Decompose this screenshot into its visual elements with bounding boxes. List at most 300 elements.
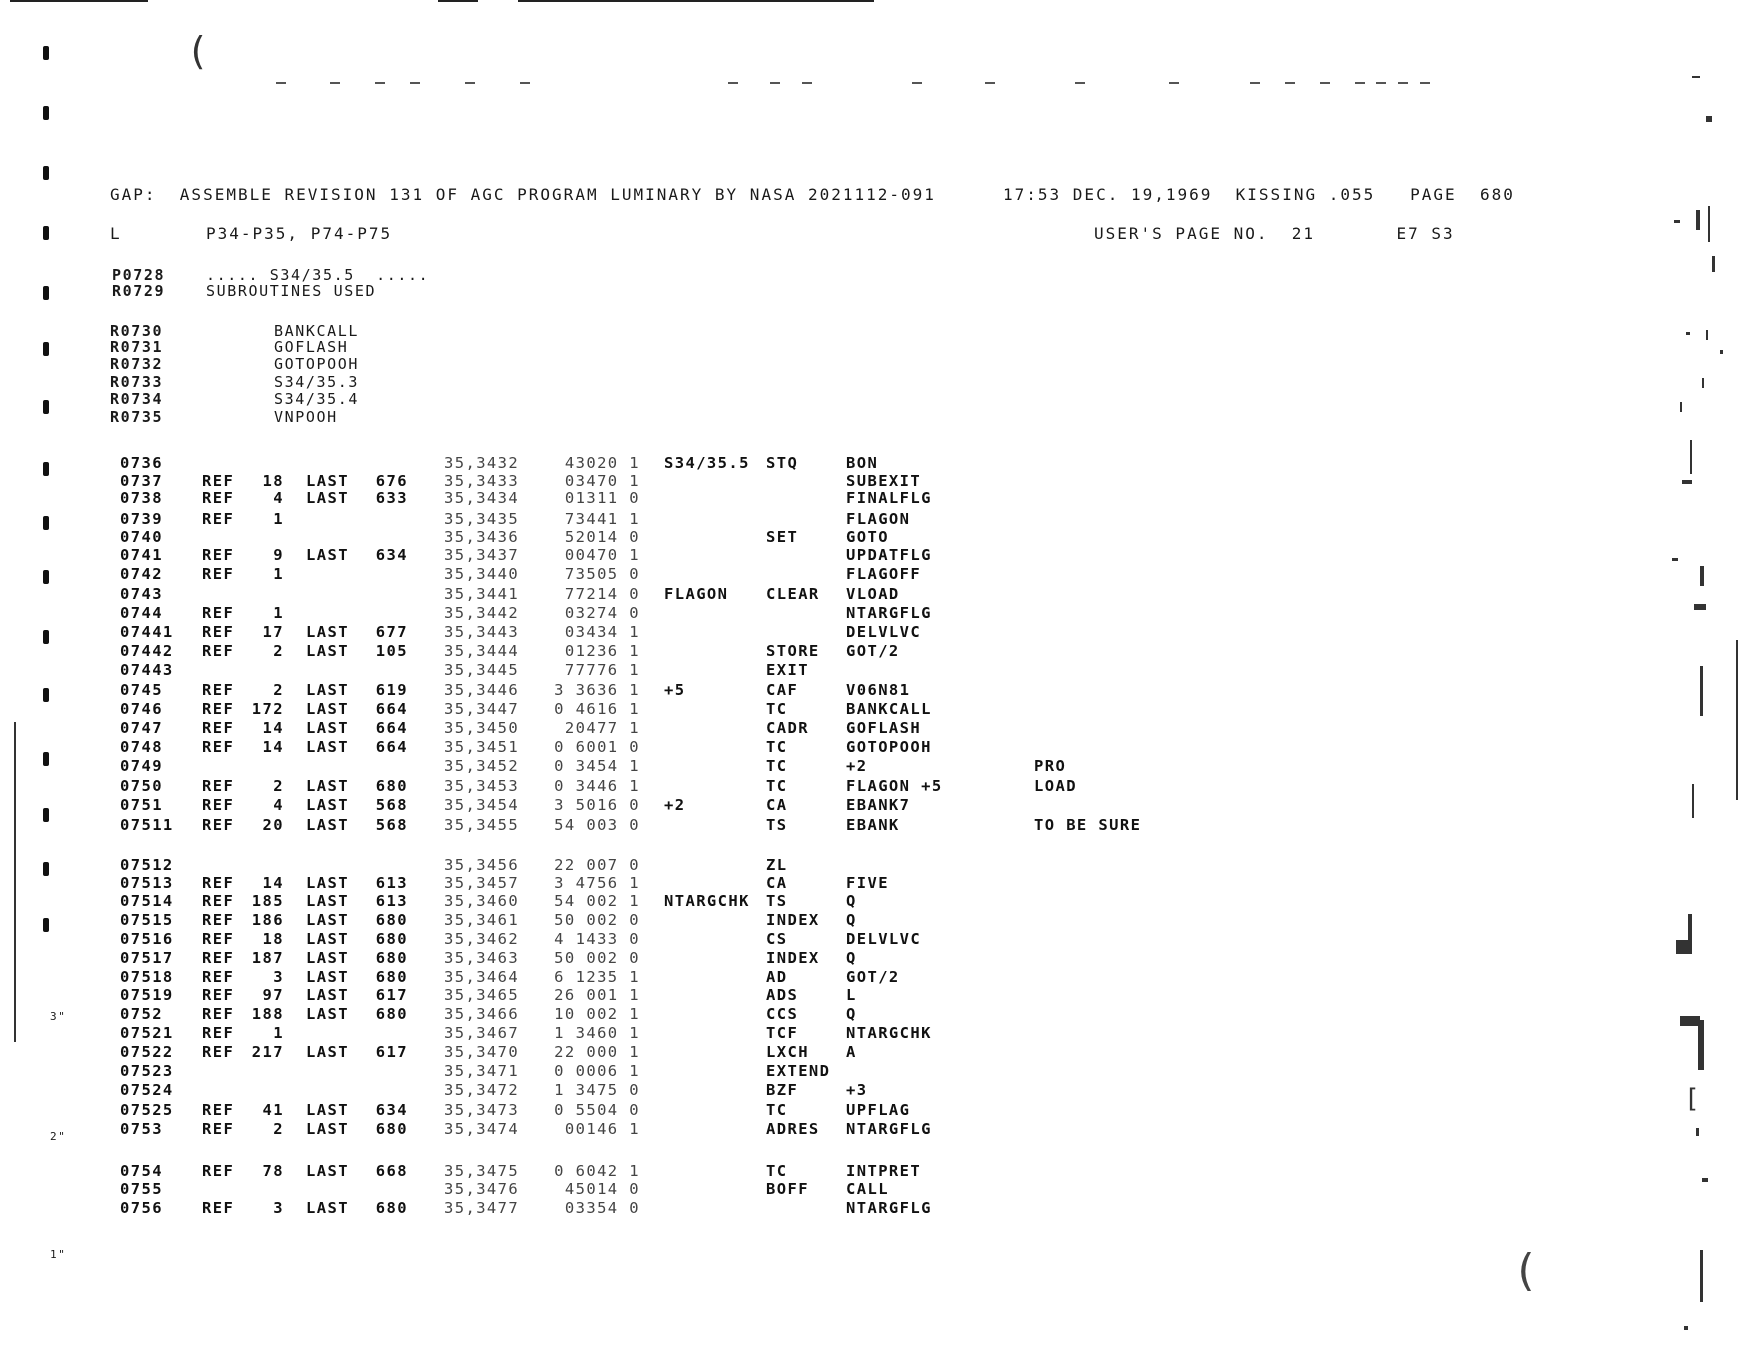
scan-rule <box>518 0 874 2</box>
listing-row <box>0 1180 1740 1199</box>
listing-refn: 3 <box>273 968 284 986</box>
listing-lastn: 680 <box>375 968 408 986</box>
listing-card: 0755 <box>120 1180 163 1198</box>
listing-code: 10 002 1 <box>554 1005 640 1023</box>
listing-operand: VLOAD <box>846 585 900 603</box>
listing-lastn: 634 <box>375 546 408 564</box>
listing-op: STQ <box>766 454 799 472</box>
listing-code: 20477 1 <box>564 719 640 737</box>
listing-last: LAST <box>306 489 349 507</box>
listing-operand: CALL <box>846 1180 889 1198</box>
listing-refn: 188 <box>251 1005 284 1023</box>
listing-row <box>0 930 1740 949</box>
listing-refn: 186 <box>251 911 284 929</box>
listing-label: +5 <box>664 681 686 699</box>
listing-refn: 41 <box>262 1101 284 1119</box>
listing-addr: 35,3433 <box>444 472 520 490</box>
listing-ref: REF <box>202 642 235 660</box>
listing-row <box>0 1081 1740 1100</box>
header-assembly-line: GAP: ASSEMBLE REVISION 131 OF AGC PROGRAM LUMINARY BY NASA 2021112-091 <box>110 185 936 204</box>
listing-operand: GOFLASH <box>846 719 922 737</box>
listing-code: 1 3460 1 <box>554 1024 640 1042</box>
listing-card: 0741 <box>120 546 163 564</box>
listing-card: 0738 <box>120 489 163 507</box>
listing-refn: 1 <box>273 565 284 583</box>
listing-last: LAST <box>306 700 349 718</box>
listing-last: LAST <box>306 1043 349 1061</box>
listing-last: LAST <box>306 911 349 929</box>
listing-addr: 35,3463 <box>444 949 520 967</box>
scan-dash <box>1285 82 1295 84</box>
listing-addr: 35,3432 <box>444 454 520 472</box>
listing-lastn: 680 <box>375 1005 408 1023</box>
listing-lastn: 617 <box>375 986 408 1004</box>
subroutine-card: R0732 <box>110 355 164 373</box>
scan-dash <box>1250 82 1260 84</box>
listing-card: 07441 <box>120 623 174 641</box>
listing-addr: 35,3476 <box>444 1180 520 1198</box>
listing-lastn: 680 <box>375 1120 408 1138</box>
listing-ref: REF <box>202 510 235 528</box>
listing-operand: Q <box>846 949 857 967</box>
listing-addr: 35,3467 <box>444 1024 520 1042</box>
listing-last: LAST <box>306 874 349 892</box>
listing-last: LAST <box>306 681 349 699</box>
listing-card: 0750 <box>120 777 163 795</box>
subroutine-card: R0733 <box>110 373 164 391</box>
listing-op: TS <box>766 892 788 910</box>
listing-lastn: 664 <box>375 700 408 718</box>
listing-row <box>0 489 1740 508</box>
listing-card: 0754 <box>120 1162 163 1180</box>
listing-code: 77776 1 <box>564 661 640 679</box>
listing-last: LAST <box>306 546 349 564</box>
listing-row <box>0 777 1740 796</box>
listing-addr: 35,3470 <box>444 1043 520 1061</box>
listing-refn: 18 <box>262 930 284 948</box>
listing-row <box>0 1120 1740 1139</box>
listing-op: BZF <box>766 1081 799 1099</box>
listing-card: 07517 <box>120 949 174 967</box>
listing-ref: REF <box>202 623 235 641</box>
scan-dash <box>1169 82 1179 84</box>
listing-code: 03274 0 <box>564 604 640 622</box>
listing-refn: 4 <box>273 796 284 814</box>
listing-ref: REF <box>202 986 235 1004</box>
listing-code: 01236 1 <box>564 642 640 660</box>
listing-last: LAST <box>306 472 349 490</box>
listing-operand: FINALFLG <box>846 489 932 507</box>
subroutine-name: BANKCALL <box>274 322 360 340</box>
listing-code: 03470 1 <box>564 472 640 490</box>
listing-addr: 35,3464 <box>444 968 520 986</box>
listing-addr: 35,3454 <box>444 796 520 814</box>
scan-dash <box>802 82 812 84</box>
listing-code: 0 6042 1 <box>554 1162 640 1180</box>
scan-dash <box>1355 82 1365 84</box>
listing-op: TC <box>766 1162 788 1180</box>
listing-row <box>0 528 1740 547</box>
listing-row <box>0 757 1740 776</box>
listing-addr: 35,3436 <box>444 528 520 546</box>
listing-addr: 35,3466 <box>444 1005 520 1023</box>
header-user-page: USER'S PAGE NO. 21 E7 S3 <box>1094 224 1455 243</box>
listing-refn: 9 <box>273 546 284 564</box>
listing-operand: Q <box>846 892 857 910</box>
listing-lastn: 677 <box>375 623 408 641</box>
subroutine-name: S34/35.4 <box>274 390 360 408</box>
listing-lastn: 613 <box>375 874 408 892</box>
listing-op: TS <box>766 816 788 834</box>
listing-last: LAST <box>306 986 349 1004</box>
listing-operand: GOTOPOOH <box>846 738 932 756</box>
listing-operand: BANKCALL <box>846 700 932 718</box>
listing-code: 26 001 1 <box>554 986 640 1004</box>
listing-last: LAST <box>306 816 349 834</box>
listing-code: 54 003 0 <box>554 816 640 834</box>
listing-ref: REF <box>202 489 235 507</box>
margin-inch-mark: 3" <box>50 1010 67 1023</box>
listing-addr: 35,3465 <box>444 986 520 1004</box>
scan-dash <box>520 82 530 84</box>
listing-row <box>0 816 1740 835</box>
listing-code: 00470 1 <box>564 546 640 564</box>
scan-dash <box>985 82 995 84</box>
listing-addr: 35,3446 <box>444 681 520 699</box>
listing-card: 07519 <box>120 986 174 1004</box>
listing-card: 0736 <box>120 454 163 472</box>
scan-dash <box>728 82 738 84</box>
listing-operand: V06N81 <box>846 681 911 699</box>
listing-addr: 35,3435 <box>444 510 520 528</box>
listing-op: INDEX <box>766 949 820 967</box>
listing-operand: GOT/2 <box>846 642 900 660</box>
listing-last: LAST <box>306 623 349 641</box>
scan-bracket-mark: ( <box>186 29 211 73</box>
listing-row <box>0 700 1740 719</box>
listing-last: LAST <box>306 719 349 737</box>
listing-ref: REF <box>202 796 235 814</box>
listing-operand: Q <box>846 911 857 929</box>
preamble-text: ..... S34/35.5 ..... <box>206 266 430 284</box>
listing-row <box>0 642 1740 661</box>
listing-card: 07521 <box>120 1024 174 1042</box>
scan-dash <box>1320 82 1330 84</box>
punch-hole <box>43 400 49 414</box>
listing-op: SET <box>766 528 799 546</box>
listing-last: LAST <box>306 1005 349 1023</box>
listing-code: 54 002 1 <box>554 892 640 910</box>
listing-operand: SUBEXIT <box>846 472 922 490</box>
listing-code: 1 3475 0 <box>554 1081 640 1099</box>
listing-op: BOFF <box>766 1180 809 1198</box>
header-program-range: P34-P35, P74-P75 <box>206 224 393 243</box>
scan-speckle <box>1696 210 1700 230</box>
scan-speckle <box>1700 1250 1703 1302</box>
listing-addr: 35,3453 <box>444 777 520 795</box>
listing-addr: 35,3461 <box>444 911 520 929</box>
scan-speckle <box>1680 402 1682 412</box>
scan-dash <box>465 82 475 84</box>
header-date-page: 17:53 DEC. 19,1969 KISSING .055 PAGE 680 <box>1003 185 1515 204</box>
listing-operand: UPDATFLG <box>846 546 932 564</box>
scan-dash <box>375 82 385 84</box>
listing-comment: TO BE SURE <box>1034 816 1142 834</box>
listing-lastn: 664 <box>375 738 408 756</box>
listing-card: 07522 <box>120 1043 174 1061</box>
listing-card: 0749 <box>120 757 163 775</box>
listing-op: STORE <box>766 642 820 660</box>
listing-operand: Q <box>846 1005 857 1023</box>
subroutine-name: GOFLASH <box>274 338 349 356</box>
listing-refn: 17 <box>262 623 284 641</box>
listing-code: 77214 0 <box>564 585 640 603</box>
listing-op: CCS <box>766 1005 799 1023</box>
listing-code: 0 0006 1 <box>554 1062 640 1080</box>
listing-addr: 35,3445 <box>444 661 520 679</box>
listing-code: 3 4756 1 <box>554 874 640 892</box>
listing-row <box>0 546 1740 565</box>
listing-code: 00146 1 <box>564 1120 640 1138</box>
listing-last: LAST <box>306 642 349 660</box>
listing-addr: 35,3475 <box>444 1162 520 1180</box>
listing-lastn: 680 <box>375 911 408 929</box>
listing-code: 45014 0 <box>564 1180 640 1198</box>
listing-card: 07442 <box>120 642 174 660</box>
listing-operand: BON <box>846 454 879 472</box>
listing-ref: REF <box>202 472 235 490</box>
listing-ref: REF <box>202 930 235 948</box>
scan-dash <box>912 82 922 84</box>
listing-addr: 35,3471 <box>444 1062 520 1080</box>
scan-bracket-mark: [ <box>1684 1084 1702 1114</box>
listing-ref: REF <box>202 968 235 986</box>
subroutine-name: S34/35.3 <box>274 373 360 391</box>
listing-op: CADR <box>766 719 809 737</box>
listing-addr: 35,3451 <box>444 738 520 756</box>
listing-code: 0 5504 0 <box>554 1101 640 1119</box>
listing-row <box>0 1005 1740 1024</box>
listing-refn: 14 <box>262 719 284 737</box>
scan-dash <box>1398 82 1408 84</box>
listing-card: 0756 <box>120 1199 163 1217</box>
listing-last: LAST <box>306 777 349 795</box>
listing-row <box>0 968 1740 987</box>
listing-code: 3 5016 0 <box>554 796 640 814</box>
listing-label: NTARGCHK <box>664 892 750 910</box>
listing-op: EXTEND <box>766 1062 831 1080</box>
listing-operand: INTPRET <box>846 1162 922 1180</box>
listing-lastn: 634 <box>375 1101 408 1119</box>
listing-operand: FLAGOFF <box>846 565 922 583</box>
scan-speckle <box>1674 220 1680 223</box>
listing-operand: NTARGFLG <box>846 604 932 622</box>
listing-addr: 35,3442 <box>444 604 520 622</box>
listing-row <box>0 719 1740 738</box>
listing-code: 73441 1 <box>564 510 640 528</box>
listing-last: LAST <box>306 892 349 910</box>
listing-operand: +3 <box>846 1081 868 1099</box>
scan-rule <box>438 0 478 2</box>
listing-addr: 35,3455 <box>444 816 520 834</box>
listing-operand: EBANK <box>846 816 900 834</box>
listing-card: 07511 <box>120 816 174 834</box>
listing-row <box>0 681 1740 700</box>
listing-op: CAF <box>766 681 799 699</box>
scan-rule <box>10 0 148 2</box>
scan-dash <box>770 82 780 84</box>
listing-lastn: 676 <box>375 472 408 490</box>
scan-dash <box>1075 82 1085 84</box>
listing-ref: REF <box>202 565 235 583</box>
listing-code: 73505 0 <box>564 565 640 583</box>
listing-ref: REF <box>202 1005 235 1023</box>
listing-card: 07518 <box>120 968 174 986</box>
listing-refn: 3 <box>273 1199 284 1217</box>
scan-speckle <box>1684 1326 1688 1330</box>
listing-refn: 187 <box>251 949 284 967</box>
listing-operand: NTARGFLG <box>846 1120 932 1138</box>
listing-row <box>0 510 1740 529</box>
listing-row <box>0 454 1740 473</box>
listing-last: LAST <box>306 949 349 967</box>
listing-op: CA <box>766 874 788 892</box>
listing-code: 3 3636 1 <box>554 681 640 699</box>
listing-op: LXCH <box>766 1043 809 1061</box>
listing-code: 03354 0 <box>564 1199 640 1217</box>
listing-operand: +2 <box>846 757 868 775</box>
listing-operand: GOTO <box>846 528 889 546</box>
margin-inch-mark: 1" <box>50 1248 67 1261</box>
listing-lastn: 619 <box>375 681 408 699</box>
scan-bracket-mark: ( <box>1512 1245 1541 1296</box>
listing-ref: REF <box>202 911 235 929</box>
listing-op: CA <box>766 796 788 814</box>
listing-row <box>0 892 1740 911</box>
listing-ref: REF <box>202 949 235 967</box>
listing-label: S34/35.5 <box>664 454 750 472</box>
scan-dash <box>1376 82 1386 84</box>
listing-refn: 1 <box>273 510 284 528</box>
subroutine-card: R0731 <box>110 338 164 356</box>
scan-speckle <box>1712 256 1715 272</box>
listing-operand: EBANK7 <box>846 796 911 814</box>
listing-card: 07515 <box>120 911 174 929</box>
listing-ref: REF <box>202 892 235 910</box>
listing-code: 43020 1 <box>564 454 640 472</box>
listing-lastn: 105 <box>375 642 408 660</box>
header-log-section-letter: L <box>110 224 122 243</box>
scan-speckle <box>1720 350 1723 354</box>
listing-ref: REF <box>202 1043 235 1061</box>
listing-card: 0747 <box>120 719 163 737</box>
listing-refn: 2 <box>273 642 284 660</box>
listing-card: 0739 <box>120 510 163 528</box>
listing-row <box>0 661 1740 680</box>
scan-speckle <box>1692 76 1700 78</box>
listing-row <box>0 1162 1740 1181</box>
listing-code: 52014 0 <box>564 528 640 546</box>
listing-addr: 35,3450 <box>444 719 520 737</box>
punch-hole <box>43 226 49 240</box>
punch-hole <box>43 46 49 60</box>
listing-row <box>0 738 1740 757</box>
listing-card: 0744 <box>120 604 163 622</box>
listing-row <box>0 911 1740 930</box>
listing-addr: 35,3447 <box>444 700 520 718</box>
listing-lastn: 568 <box>375 816 408 834</box>
listing-code: 4 1433 0 <box>554 930 640 948</box>
listing-addr: 35,3441 <box>444 585 520 603</box>
listing-row <box>0 874 1740 893</box>
listing-card: 07524 <box>120 1081 174 1099</box>
listing-ref: REF <box>202 700 235 718</box>
listing-operand: DELVLVC <box>846 623 922 641</box>
listing-refn: 14 <box>262 874 284 892</box>
listing-ref: REF <box>202 738 235 756</box>
listing-lastn: 613 <box>375 892 408 910</box>
listing-addr: 35,3457 <box>444 874 520 892</box>
listing-card: 0745 <box>120 681 163 699</box>
subroutine-card: R0735 <box>110 408 164 426</box>
listing-card: 0737 <box>120 472 163 490</box>
listing-addr: 35,3473 <box>444 1101 520 1119</box>
listing-last: LAST <box>306 1199 349 1217</box>
scan-dash <box>410 82 420 84</box>
listing-code: 0 3454 1 <box>554 757 640 775</box>
listing-code: 6 1235 1 <box>554 968 640 986</box>
listing-ref: REF <box>202 546 235 564</box>
listing-comment: LOAD <box>1034 777 1077 795</box>
listing-last: LAST <box>306 1120 349 1138</box>
listing-addr: 35,3460 <box>444 892 520 910</box>
listing-op: EXIT <box>766 661 809 679</box>
scan-speckle <box>1702 378 1704 388</box>
listing-refn: 1 <box>273 1024 284 1042</box>
listing-card: 07512 <box>120 856 174 874</box>
margin-inch-mark: 2" <box>50 1130 67 1143</box>
listing-code: 01311 0 <box>564 489 640 507</box>
listing-operand: FLAGON +5 <box>846 777 943 795</box>
listing-lastn: 617 <box>375 1043 408 1061</box>
listing-op: ADS <box>766 986 799 1004</box>
listing-addr: 35,3444 <box>444 642 520 660</box>
listing-row <box>0 796 1740 815</box>
listing-card: 0748 <box>120 738 163 756</box>
listing-addr: 35,3474 <box>444 1120 520 1138</box>
listing-row <box>0 1024 1740 1043</box>
listing-op: TC <box>766 757 788 775</box>
listing-addr: 35,3443 <box>444 623 520 641</box>
listing-op: AD <box>766 968 788 986</box>
scan-speckle <box>1706 116 1712 122</box>
subroutine-name: GOTOPOOH <box>274 355 360 373</box>
listing-row <box>0 1199 1740 1218</box>
listing-ref: REF <box>202 816 235 834</box>
listing-ref: REF <box>202 874 235 892</box>
punch-hole <box>43 342 49 356</box>
listing-addr: 35,3472 <box>444 1081 520 1099</box>
listing-last: LAST <box>306 1162 349 1180</box>
subroutine-card: R0730 <box>110 322 164 340</box>
listing-refn: 185 <box>251 892 284 910</box>
listing-card: 0746 <box>120 700 163 718</box>
listing-code: 22 000 1 <box>554 1043 640 1061</box>
listing-lastn: 680 <box>375 1199 408 1217</box>
listing-last: LAST <box>306 968 349 986</box>
listing-ref: REF <box>202 1199 235 1217</box>
listing-addr: 35,3462 <box>444 930 520 948</box>
